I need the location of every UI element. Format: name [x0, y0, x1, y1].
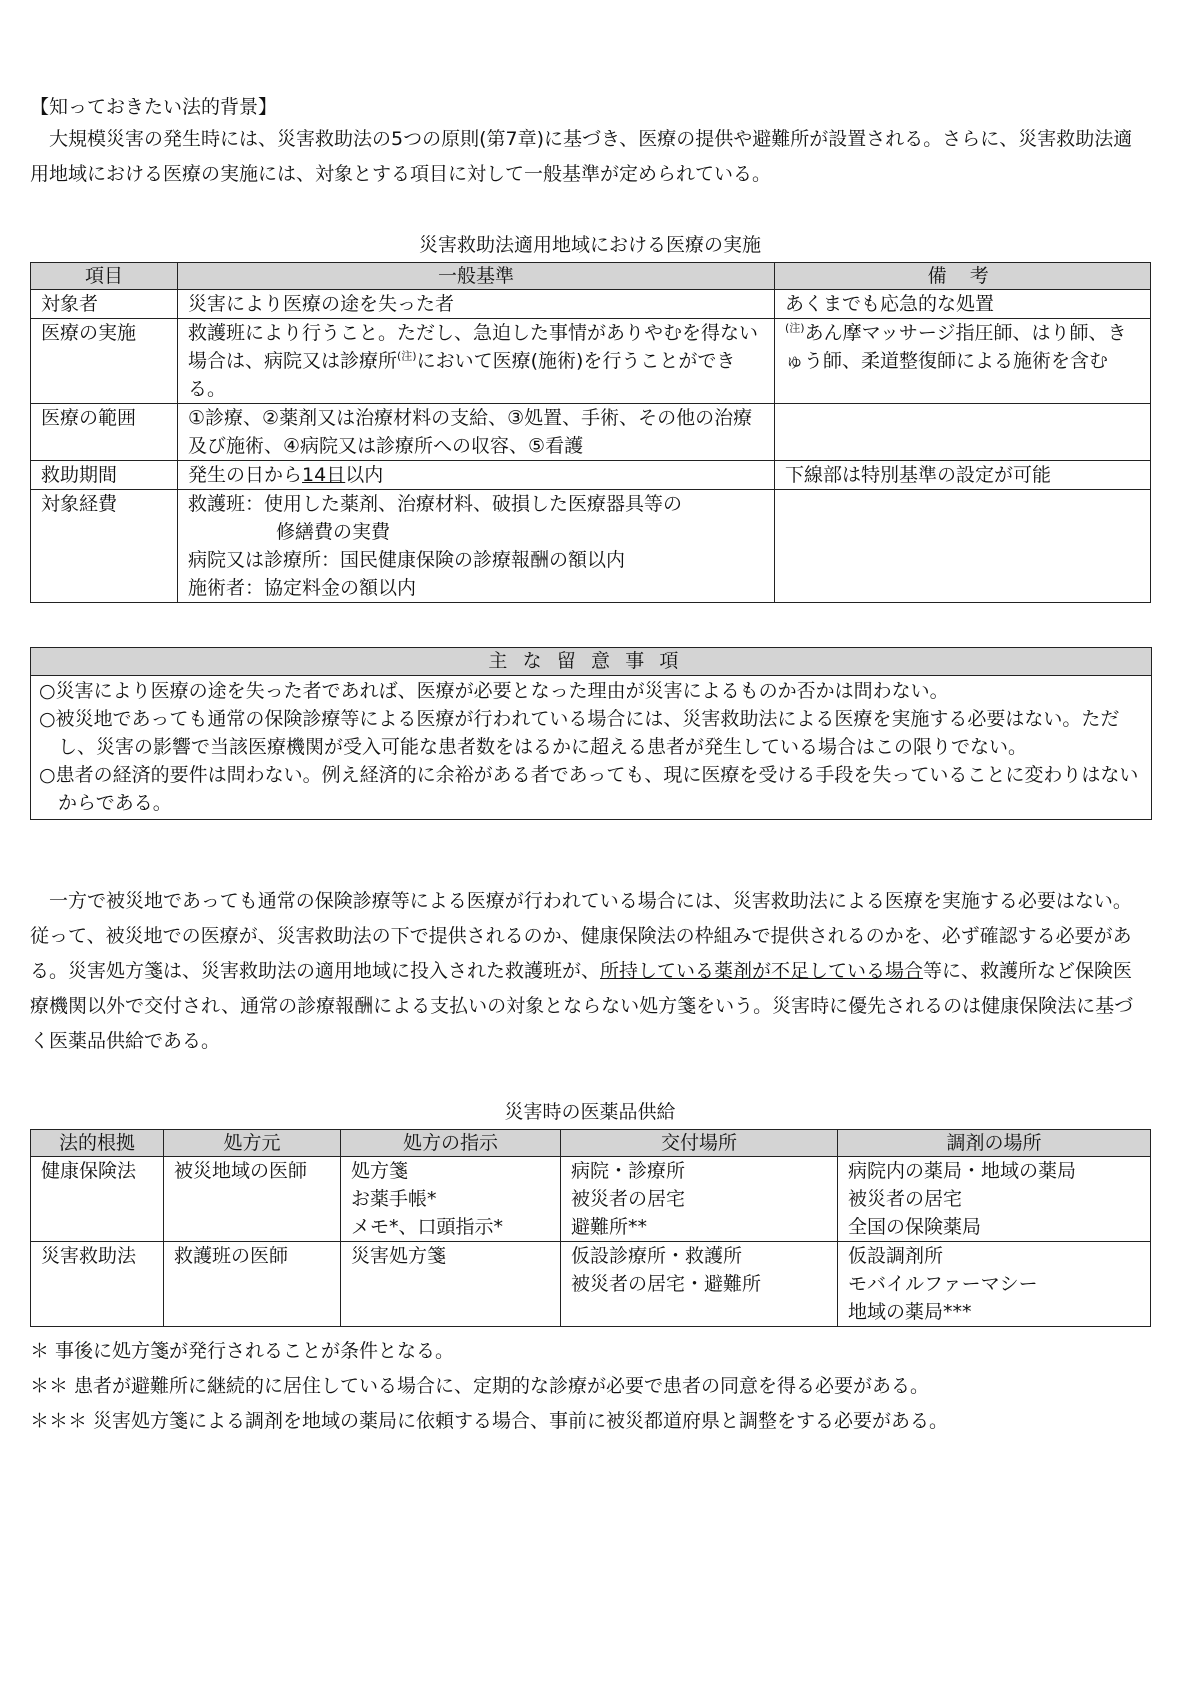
issue-place: 被災者の居宅: [571, 1188, 686, 1210]
body-text-b: 等に、救護所など保険医療機関以外で交付され、通常の診療報酬による支払いの対象とならない処方箋をいう。災害時に優先されるのは健康保険法に基づく医薬品供給である。: [30, 960, 1134, 1052]
standard-text-b: において医療(施術)を行うことができる。: [188, 350, 736, 400]
body-paragraph: [30, 884, 1150, 1059]
cost-line: 施術者：協定料金の額以内: [188, 577, 417, 599]
drug-supply-table-wrap: [30, 1129, 1150, 1327]
table1-header-item: 項目: [31, 263, 178, 290]
issue-place: 病院・診療所: [571, 1160, 686, 1182]
table2-caption: 災害時の医薬品供給: [504, 1101, 676, 1123]
dispensing-place-cell: [838, 1157, 1151, 1242]
medical-implementation-table-wrap: [30, 262, 1150, 603]
footnotes: [30, 1334, 1150, 1439]
issue-place-cell: [561, 1242, 838, 1327]
footnote: ＊＊＊ 災害処方箋による調剤を地域の薬局に依頼する場合、事前に被災都道府県と調整をする必要がある。: [30, 1410, 949, 1432]
dispensing-place: 地域の薬局***: [848, 1301, 972, 1323]
issue-place: 避難所**: [571, 1216, 648, 1238]
instruction: メモ*、口頭指示*: [351, 1216, 504, 1238]
table-row: [31, 461, 1151, 490]
table-row: [31, 1242, 1151, 1327]
instruction-cell: [341, 1242, 561, 1327]
intro-paragraph: 大規模災害の発生時には、災害救助法の5つの原則(第7章)に基づき、医療の提供や避難所が設置される。さらに、災害救助法適用地域における医療の実施には、対象とする項目に対して一般基準が定められている。: [30, 128, 1133, 185]
dispensing-place: 被災者の居宅: [848, 1188, 963, 1210]
cost-line: 病院又は診療所：国民健康保険の診療報酬の額以内: [188, 549, 626, 571]
body-underlined-text: 所持している薬剤が不足している場合: [600, 960, 924, 982]
table1-item: 対象経費: [31, 490, 178, 603]
table1-remarks: 下線部は特別基準の設定が可能: [775, 461, 1151, 490]
instruction: お薬手帳*: [351, 1188, 437, 1210]
table2-header: 交付場所: [561, 1130, 838, 1157]
underlined-period: 14日: [302, 464, 346, 486]
note-marker: (注): [785, 321, 805, 335]
note-item: ○災害により医療の途を失った者であれば、医療が必要となった理由が災害によるものか否かは問わない。: [39, 680, 949, 702]
table1-standard: 災害により医療の途を失った者: [178, 290, 775, 319]
notes-title: 主な留意事項: [31, 648, 1151, 676]
table1-item: 医療の実施: [31, 319, 178, 404]
table-row: [31, 319, 1151, 404]
note-item: ○患者の経済的要件は問わない。例え経済的に余裕がある者であっても、現に医療を受ける手段を失っていることに変わりはないからである。: [39, 764, 1139, 814]
footnote: ＊＊ 患者が避難所に継続的に居住している場合に、定期的な診療が必要で患者の同意を得る必要がある。: [30, 1375, 930, 1397]
dispensing-place: 病院内の薬局・地域の薬局: [848, 1160, 1077, 1182]
standard-text-a: 救護班により行うこと。ただし、急迫した事情がありやむを得ない場合は、病院又は診療所: [188, 322, 759, 372]
cost-line: 救護班：使用した薬剤、治療材料、破損した医療器具等の: [188, 493, 683, 515]
table-row: [31, 1157, 1151, 1242]
dispensing-place: モバイルファーマシー: [848, 1273, 1038, 1295]
issue-place-cell: [561, 1157, 838, 1242]
prescriber: 被災地域の医師: [164, 1157, 341, 1242]
dispensing-place: 全国の保険薬局: [848, 1216, 982, 1238]
issue-place: 仮設診療所・救護所: [571, 1245, 743, 1267]
standard-text-a: 発生の日から: [188, 464, 303, 486]
table1-item: 対象者: [31, 290, 178, 319]
section-heading: 【知っておきたい法的背景】: [30, 96, 278, 118]
instruction: 災害処方箋: [351, 1245, 447, 1267]
note-item: ○被災地であっても通常の保険診療等による医療が行われている場合には、災害救助法による医療を実施する必要はない。ただし、災害の影響で当該医療機関が受入可能な患者数をはるかに超える患者が発生している場合はこの限りでない。: [39, 708, 1120, 758]
notes-list: [31, 676, 1151, 819]
table2-header: 処方の指示: [341, 1130, 561, 1157]
table1-header-remarks: 備 考: [775, 263, 1151, 290]
footnote: ＊ 事後に処方箋が発行されることが条件となる。: [30, 1340, 455, 1362]
table1-standard: [178, 461, 775, 490]
table2-header: 法的根拠: [31, 1130, 164, 1157]
body-text-a: 一方で被災地であっても通常の保険診療等による医療が行われている場合には、災害救助法による医療を実施する必要はない。従って、被災地での医療が、災害救助法の下で提供されるのか、健康保険法の枠組みで提供されるのかを、必ず確認する必要がある。災害処方箋は、災害救助法の適用地域に投入された救護班が、: [30, 890, 1132, 982]
note-marker: (注): [397, 349, 417, 363]
table1-caption: 災害救助法適用地域における医療の実施: [418, 234, 761, 256]
instruction: 処方箋: [351, 1160, 409, 1182]
key-notes-box: [30, 647, 1152, 820]
legal-basis: 災害救助法: [31, 1242, 164, 1327]
table1-item: 医療の範囲: [31, 404, 178, 461]
dispensing-place-cell: [838, 1242, 1151, 1327]
prescriber: 救護班の医師: [164, 1242, 341, 1327]
dispensing-place: 仮設調剤所: [848, 1245, 944, 1267]
standard-text-b: 以内: [345, 464, 384, 486]
table1-standard: [178, 490, 775, 603]
table1-remarks: [775, 319, 1151, 404]
medical-implementation-table: [30, 262, 1151, 603]
table-row: [31, 290, 1151, 319]
table-row: [31, 490, 1151, 603]
table1-standard: ①診療、②薬剤又は治療材料の支給、③処置、手術、その他の治療及び施術、④病院又は診療所への収容、⑤看護: [178, 404, 775, 461]
table2-header: 処方元: [164, 1130, 341, 1157]
table2-header-row: [31, 1130, 1151, 1157]
legal-basis: 健康保険法: [31, 1157, 164, 1242]
table1-remarks: [775, 404, 1151, 461]
table1-remarks: あくまでも応急的な処置: [775, 290, 1151, 319]
cost-line: 修繕費の実費: [276, 521, 391, 543]
table1-header-row: [31, 263, 1151, 290]
table2-header: 調剤の場所: [838, 1130, 1151, 1157]
table1-remarks: [775, 490, 1151, 603]
table1-standard: [178, 319, 775, 404]
remarks-text: あん摩マッサージ指圧師、はり師、きゅう師、柔道整復師による施術を含む: [785, 322, 1127, 372]
table-row: [31, 404, 1151, 461]
drug-supply-table: [30, 1129, 1151, 1327]
instruction-cell: [341, 1157, 561, 1242]
issue-place: 被災者の居宅・避難所: [571, 1273, 762, 1295]
table1-header-standard: 一般基準: [178, 263, 775, 290]
table1-item: 救助期間: [31, 461, 178, 490]
